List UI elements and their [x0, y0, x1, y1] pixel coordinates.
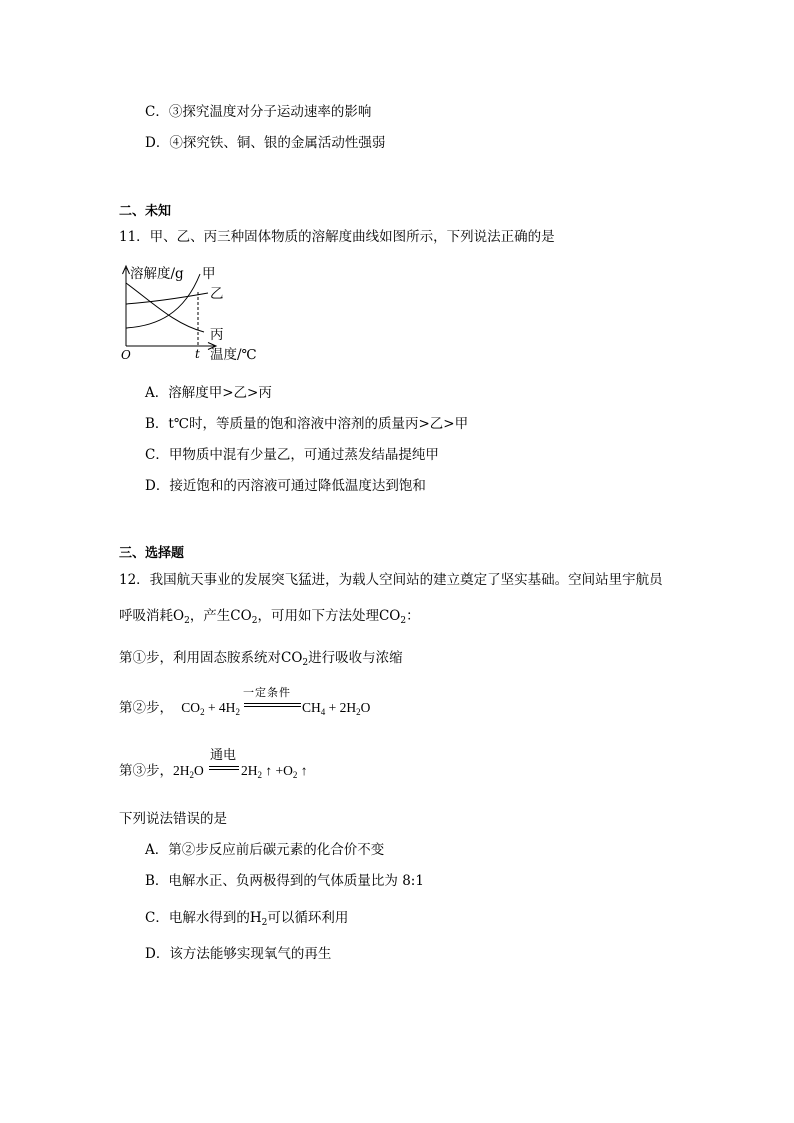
step3-rhs: $2H_2$ ↑ $+O_2$ ↑ — [241, 763, 308, 780]
curve-yi — [126, 293, 208, 304]
q11-option-a: A．溶解度甲>乙>丙 — [145, 385, 272, 401]
q11-option-c: C．甲物质中混有少量乙，可通过蒸发结晶提纯甲 — [145, 447, 439, 463]
section-heading-3: 三、选择题 — [119, 546, 185, 561]
q10-option-c: C．③探究温度对分子运动速率的影响 — [145, 104, 372, 120]
q11-option-d: D．接近饱和的丙溶液可通过降低温度达到饱和 — [145, 478, 426, 494]
step2-condition: 一定条件 — [243, 686, 291, 699]
q11-option-b: B．t℃时，等质量的饱和溶液中溶剂的质量丙>乙>甲 — [145, 416, 469, 432]
y-axis-label: 溶解度/g — [130, 266, 184, 282]
t-label: t — [195, 347, 200, 361]
curve-jia — [126, 274, 200, 328]
q12-option-b: B．电解水正、负两极得到的气体质量比为 8:1 — [145, 873, 424, 889]
q12-stem-line1: 12．我国航天事业的发展突飞猛进，为载人空间站的建立奠定了坚实基础。空间站里宇航员 — [119, 572, 663, 588]
q12-stem-line2: 呼吸消耗$O_2$，产生$CO_2$，可用如下方法处理$CO_2$： — [119, 608, 420, 626]
q12-option-c: C．电解水得到的$H_2$可以循环利用 — [145, 910, 349, 928]
step3-equals-top — [209, 766, 239, 767]
q12-question: 下列说法错误的是 — [119, 811, 227, 827]
solubility-curve-graph — [112, 262, 272, 366]
series-label-jia: 甲 — [202, 266, 216, 282]
q12-step2: 第②步， $CO_2 + 4H_2$ — [119, 700, 240, 717]
section-heading-2: 二、未知 — [119, 204, 172, 219]
step2-equals-bottom — [244, 706, 301, 707]
origin-label: O — [121, 348, 131, 362]
q12-option-a: A．第②步反应前后碳元素的化合价不变 — [145, 842, 385, 858]
step3-condition: 通电 — [210, 748, 237, 763]
x-axis-label: 温度/℃ — [210, 347, 257, 363]
step3-lhs: $2H_2O$ — [173, 763, 204, 780]
step2-equals-top — [244, 703, 301, 704]
series-label-bing: 丙 — [210, 327, 224, 343]
q10-option-d: D．④探究铁、铜、银的金属活动性强弱 — [145, 135, 386, 151]
series-label-yi: 乙 — [210, 286, 224, 302]
q12-option-d: D．该方法能够实现氧气的再生 — [145, 946, 332, 962]
step3-equals-bottom — [209, 769, 239, 770]
q12-step1: 第①步，利用固态胺系统对$CO_2$进行吸收与浓缩 — [119, 650, 403, 668]
step2-rhs: $CH_4 + 2H_2O$ — [302, 700, 371, 717]
q12-step3: 第③步，$2H_2O$ — [119, 763, 204, 780]
step2-lhs: $CO_2 + 4H_2$ — [181, 700, 240, 717]
q11-stem: 11．甲、乙、丙三种固体物质的溶解度曲线如图所示，下列说法正确的是 — [119, 229, 555, 245]
